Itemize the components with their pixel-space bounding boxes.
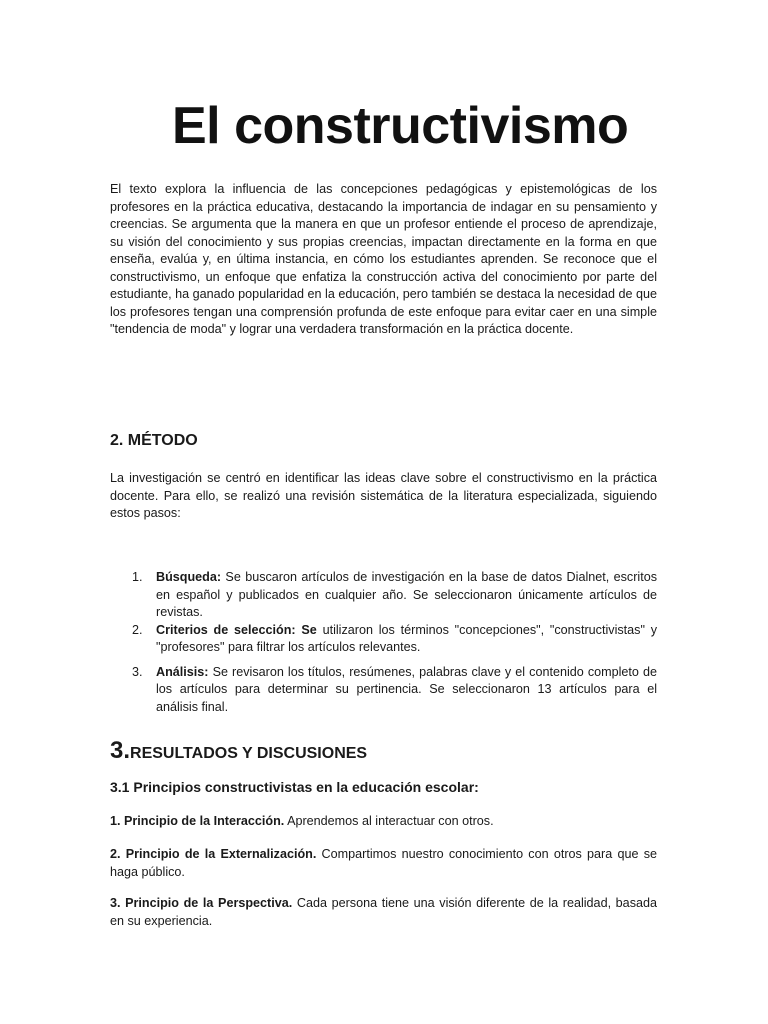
- resultados-heading-text: RESULTADOS Y DISCUSIONES: [130, 745, 368, 762]
- principle-text: Aprendemos al interactuar con otros.: [284, 814, 494, 828]
- principle-paragraph: [110, 846, 657, 881]
- metodo-paragraph: La investigación se centró en identificar las ideas clave sobre el constructivismo en la práctica docente. Para ello, se realizó una revisión sistemática de la literatura especializada, siguiendo estos pasos:: [110, 471, 657, 520]
- principle-label: 1. Principio de la Interacción.: [110, 814, 285, 828]
- principle-text: Compartimos nuestro conocimiento con otros para que se haga público.: [110, 847, 657, 879]
- step-text: Se buscaron artículos de investigación en la base de datos Dialnet, escritos en español y publicados en cualquier año. Se seleccionaron únicamente artículos de revistas.: [156, 570, 657, 619]
- step-text: utilizaron los términos "concepciones", "constructivistas" y "profesores" para filtrar los artículos relevantes.: [156, 622, 657, 654]
- principle-label: 2. Principio de la Externalización.: [110, 847, 317, 861]
- step-text: Se revisaron los títulos, resúmenes, palabras clave y el contenido completo de los artículos para determinar su pertinencia. Se seleccionaron 13 artículos para el análisis final.: [156, 664, 657, 714]
- list-number: 2.: [132, 622, 143, 637]
- step-label: Búsqueda:: [156, 570, 222, 584]
- list-item: [110, 569, 657, 622]
- method-steps-list: [110, 569, 657, 716]
- resultados-heading: [110, 737, 367, 765]
- document-title: El constructivismo: [172, 97, 629, 155]
- resultados-heading-number: 3.: [110, 737, 131, 764]
- list-number: 1.: [132, 570, 143, 584]
- principle-paragraph: [110, 813, 657, 831]
- metodo-heading: 2. MÉTODO: [110, 432, 198, 449]
- principles-subheading: 3.1 Principios constructivistas en la educación escolar:: [110, 779, 479, 795]
- principle-paragraph: [110, 895, 657, 930]
- step-label: Criterios de selección: Se: [156, 622, 317, 637]
- list-number: 3.: [132, 664, 143, 679]
- principle-label: 3. Principio de la Perspectiva.: [110, 896, 293, 910]
- principle-text: Cada persona tiene una visión diferente de la realidad, basada en su experiencia.: [110, 896, 657, 928]
- step-label: Análisis:: [156, 664, 209, 679]
- intro-paragraph: El texto explora la influencia de las concepciones pedagógicas y epistemológicas de los profesores en la práctica educativa, destacando la importancia de indagar en su pensamiento y creencias. Se argumenta que la manera en que un profesor entiende el proceso de aprendizaje, su visión del conocimiento y sus propias creencias, impactan directamente en la forma en que enseña, evalúa y, en última instancia, en cómo los estudiantes aprenden. Se reconoce que el constructivismo, un enfoque que enfatiza la construcción activa del conocimiento por parte del estudiante, ha ganado popularidad en la educación, pero también se destaca la necesidad de que los profesores tengan una comprensión profunda de este enfoque para evitar caer en una simple "tendencia de moda" y lograr una verdadera transformación en la práctica docente.: [110, 182, 657, 336]
- list-item: [110, 622, 657, 657]
- list-item: [110, 664, 657, 717]
